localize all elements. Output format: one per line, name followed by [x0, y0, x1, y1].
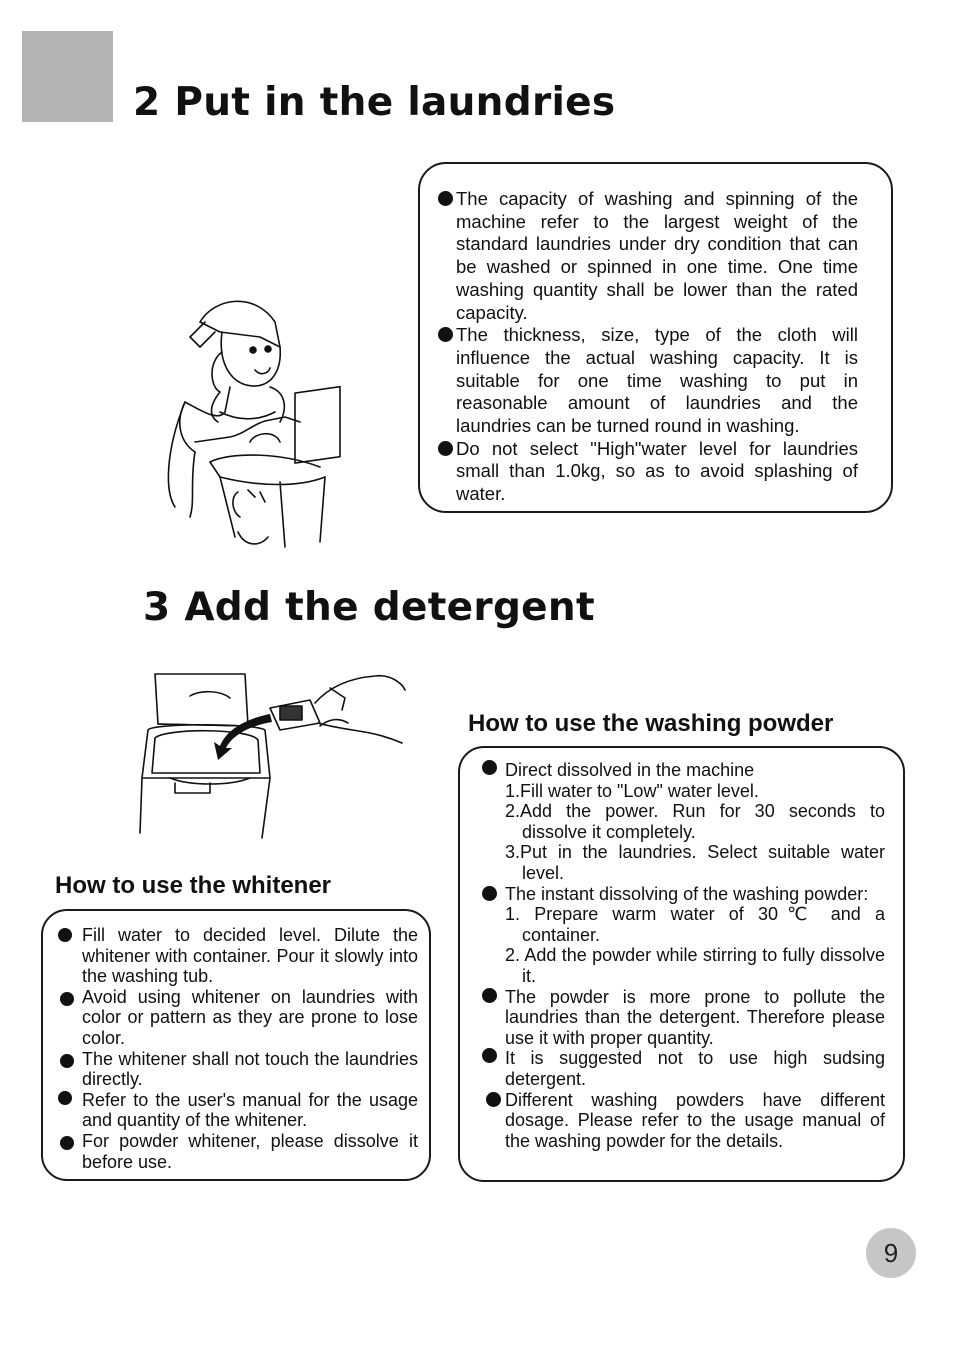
list-item — [456, 438, 858, 506]
list-item — [505, 1090, 885, 1152]
capacity-notes-list — [456, 188, 858, 506]
list-item — [505, 987, 885, 1049]
list-item — [456, 188, 858, 324]
direct-step: 2.Add the power. Run for 30 seconds to dissolve it completely. — [505, 801, 885, 842]
list-item — [456, 324, 858, 438]
powder-notes-box — [458, 746, 905, 1182]
bullet-icon — [482, 760, 497, 775]
list-item — [82, 1090, 418, 1131]
direct-step: 1.Fill water to "Low" water level. — [505, 780, 759, 801]
woman-loading-washer-illustration — [160, 292, 360, 557]
bullet-icon — [58, 1091, 72, 1105]
list-item — [82, 925, 418, 987]
bullet-icon — [60, 1136, 74, 1150]
list-item — [505, 760, 885, 884]
note-text: The thickness, size, type of the cloth will influence the actual washing capacity. It is suitable for one time washing to put in reasonable amount of laundries and the laundries can be turned round in washing. — [456, 324, 858, 437]
whitener-notes-box — [41, 909, 431, 1181]
bullet-icon — [438, 191, 453, 206]
powder-heading: How to use the washing powder — [468, 710, 834, 737]
bullet-icon — [482, 886, 497, 901]
section-marker — [22, 31, 113, 122]
capacity-notes-box — [418, 162, 893, 513]
direct-dissolve-label: Direct dissolved in the machine — [505, 760, 755, 780]
list-item — [82, 1049, 418, 1090]
section-2-title: 2 Put in the laundries — [133, 80, 616, 125]
bullet-icon — [58, 928, 72, 942]
list-item — [505, 1048, 885, 1089]
bullet-icon — [438, 327, 453, 342]
bullet-icon — [482, 1048, 497, 1063]
note-text: The powder is more prone to pollute the laundries than the detergent. Therefore please use it with proper quantity. — [505, 986, 885, 1048]
note-text: Refer to the user's manual for the usage and quantity of the whitener. — [82, 1089, 418, 1131]
section-3-title: 3 Add the detergent — [143, 585, 595, 630]
bullet-icon — [486, 1092, 501, 1107]
powder-notes-list — [505, 760, 885, 1151]
note-text: The capacity of washing and spinning of the machine refer to the largest weight of the standard laundries under dry condition that can be washed or spinned in one time. One time washing quantity shall be lower than the rated capacity. — [456, 188, 858, 323]
list-item — [505, 884, 885, 987]
note-text: It is suggested not to use high sudsing detergent. — [505, 1048, 885, 1089]
list-item — [82, 987, 418, 1049]
list-item — [82, 1131, 418, 1172]
bullet-icon — [438, 441, 453, 456]
bullet-icon — [60, 992, 74, 1006]
whitener-notes-list — [82, 925, 418, 1172]
note-text: The whitener shall not touch the laundries directly. — [82, 1048, 418, 1090]
note-text: For powder whitener, please dissolve it before use. — [82, 1130, 418, 1172]
note-text: Avoid using whitener on laundries with color or pattern as they are prone to lose color. — [82, 986, 418, 1048]
note-text: Do not select "High"water level for laundries small than 1.0kg, so as to avoid splashing of water. — [456, 437, 858, 505]
direct-step: 3.Put in the laundries. Select suitable water level. — [505, 842, 885, 883]
instant-step: 1. Prepare warm water of 30℃ and a container. — [505, 904, 885, 945]
bullet-icon — [60, 1054, 74, 1068]
instant-step: 2. Add the powder while stirring to fully dissolve it. — [505, 945, 885, 986]
whitener-heading: How to use the whitener — [55, 872, 332, 899]
instant-dissolve-label: The instant dissolving of the washing powder: — [505, 883, 869, 904]
bullet-icon — [482, 988, 497, 1003]
note-text: Different washing powders have different dosage. Please refer to the usage manual of the washing powder for the details. — [505, 1089, 885, 1151]
pour-detergent-illustration — [130, 668, 410, 843]
note-text: Fill water to decided level. Dilute the whitener with container. Pour it slowly into the washing tub. — [82, 925, 418, 987]
page-number: 9 — [866, 1228, 916, 1278]
